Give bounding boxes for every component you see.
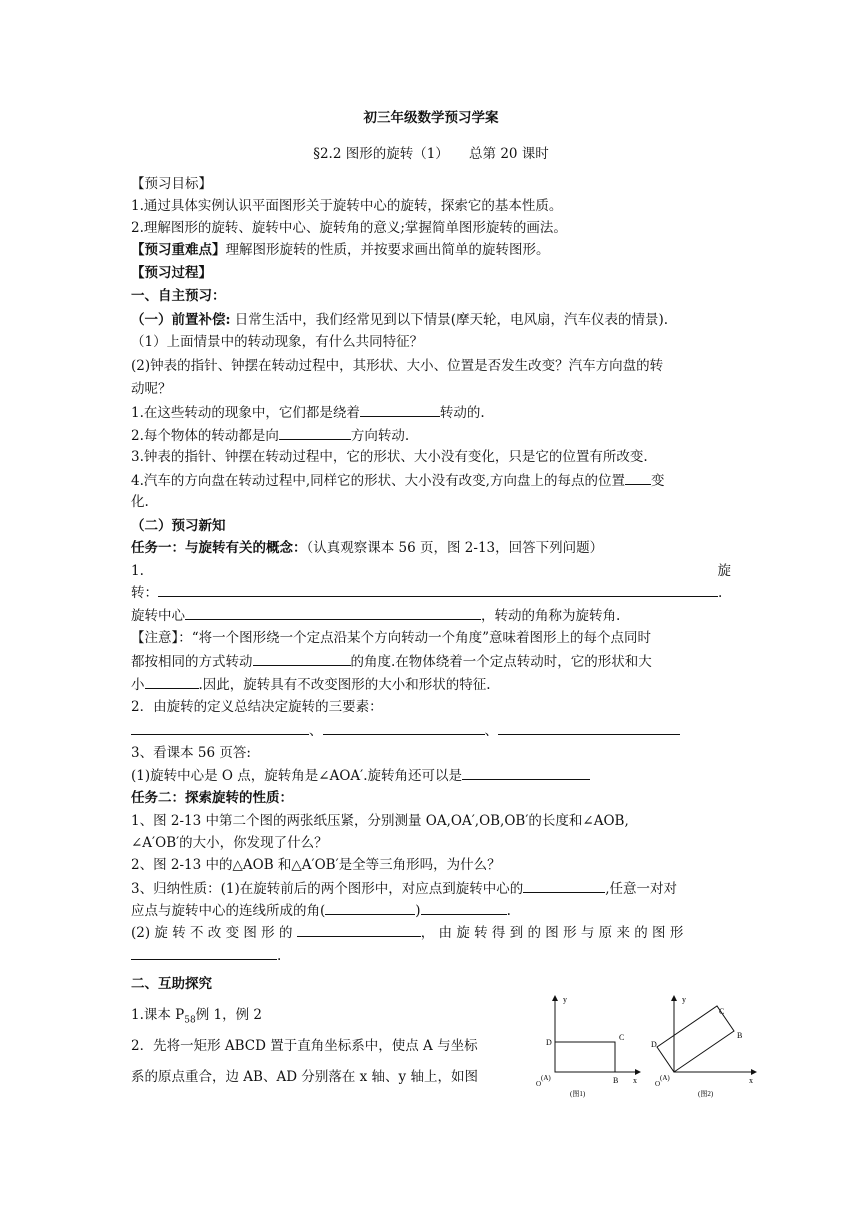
page-title: 初三年级数学预习学案 xyxy=(363,110,499,126)
property-3-blank-1[interactable] xyxy=(523,878,605,893)
answer-3: 3.钟表的指针、钟摆在转动过程中，它的形状、大小没有变化，只是它的位置有所改变. xyxy=(131,449,648,465)
property-3-line2: 应点与旋转中心的连线所成的角( ) . xyxy=(131,900,731,921)
rotation-angle-question: (1)旋转中心是 O 点，旋转角是∠AOA′.旋转角还可以是 xyxy=(131,765,731,786)
key-points-text: 理解图形旋转的性质，并按要求画出简单的旋转图形。 xyxy=(225,242,550,258)
origin-label: O xyxy=(536,1080,542,1088)
section1-heading: 一、自主预习： xyxy=(131,288,226,304)
rotation-center-definition: 旋转中心 ，转动的角称为旋转角. xyxy=(131,605,731,626)
point-d-label: D xyxy=(651,1040,657,1049)
answer-1-blank[interactable] xyxy=(360,402,440,417)
point-c-label: C xyxy=(619,1033,625,1042)
new-knowledge-heading: （二）预习新知 xyxy=(131,518,226,534)
task1-label: 任务一：与旋转有关的概念： xyxy=(131,540,307,556)
figure-2-caption: (图2) xyxy=(698,1090,714,1098)
prior-knowledge-line xyxy=(131,310,731,330)
problem-2-line2: 系的原点重合，边 AB、AD 分别落在 x 轴、y 轴上，如图 xyxy=(131,1069,478,1085)
element-blank-1[interactable] xyxy=(131,720,309,735)
figure-1 xyxy=(530,990,650,1102)
rotation-definition: 转： . xyxy=(131,582,731,603)
three-elements-blanks: 、 、 xyxy=(131,720,731,741)
note-line3: 小 .因此，旋转具有不改变图形的大小和形状的特征. xyxy=(131,674,731,695)
answer-1: 1.在这些转动的现象中，它们都是绕着 转动的. xyxy=(131,402,731,423)
origin-label: O xyxy=(655,1080,661,1088)
note-line1: 【注意】：“将一个图形绕一个定点沿某个方向转动一个角度”意味着图形上的每个点同时 xyxy=(131,630,652,646)
answer-2: 2.每个物体的转动都是向 方向转动. xyxy=(131,425,731,446)
three-elements-question: 2．由旋转的定义总结决定旋转的三要素： xyxy=(131,699,383,715)
answer-4: 4.汽车的方向盘在转动过程中,同样它的形状、大小没有改变,方向盘上的每点的位置 变 xyxy=(131,470,731,491)
point-c-label: C xyxy=(719,1007,725,1016)
y-axis-label: y xyxy=(682,995,686,1004)
note-blank-1[interactable] xyxy=(253,651,351,666)
property-4-blank-2[interactable] xyxy=(131,945,277,960)
note-line2: 都按相同的方式转动 的角度.在物体绕着一个定点转动时，它的形状和大 xyxy=(131,651,731,672)
figure-2 xyxy=(646,990,766,1102)
key-points xyxy=(131,240,731,260)
property-3-line1: 3、归纳性质：(1)在旋转前后的两个图形中，对应点到旋转中心的 ,任意一对对 xyxy=(131,878,731,899)
task1-line xyxy=(131,538,731,558)
goal-item: 2.理解图形的旋转、旋转中心、旋转角的意义;掌握简单图形旋转的画法。 xyxy=(131,220,567,236)
rotation-angle-blank[interactable] xyxy=(462,765,590,780)
element-blank-3[interactable] xyxy=(498,720,680,735)
property-4-blank-1[interactable] xyxy=(297,922,421,937)
y-axis-label: y xyxy=(563,995,567,1004)
goal-item: 1.通过具体实例认识平面图形关于旋转中心的旋转，探索它的基本性质。 xyxy=(131,198,563,214)
prior-knowledge-text: 日常生活中，我们经常见到以下情景(摩天轮，电风扇，汽车仪表的情景). xyxy=(230,312,669,328)
lesson-subtitle: §2.2 图形的旋转（1） 总第 20 课时 xyxy=(313,146,549,162)
task2-label: 任务二：探索旋转的性质： xyxy=(131,790,293,806)
point-b-label: B xyxy=(613,1076,619,1085)
property-1-line1: 1、图 2-13 中第二个图的两张纸压紧，分别测量 OA,OA′,OB,OB′的长度和∠AOB, xyxy=(131,813,629,829)
prior-knowledge-label: （一）前置补偿: xyxy=(131,312,231,328)
key-points-label: 【预习重难点】 xyxy=(131,242,226,258)
property-4-line2: . xyxy=(131,945,731,966)
property-1-line2: ∠A′OB′的大小，你发现了什么？ xyxy=(131,835,328,851)
answer-2-blank[interactable] xyxy=(279,425,351,440)
answer-4-blank[interactable] xyxy=(625,470,651,485)
x-axis-label: x xyxy=(633,1076,637,1085)
answer-4-line2: 化. xyxy=(131,494,149,510)
element-blank-2[interactable] xyxy=(323,720,485,735)
rotation-center-blank[interactable] xyxy=(185,605,481,620)
figure-1-caption: (图1) xyxy=(570,1090,586,1098)
point-a-label: (A) xyxy=(541,1074,551,1082)
property-3-blank-2[interactable] xyxy=(325,900,415,915)
goals-heading: 【预习目标】 xyxy=(131,176,212,192)
example-reference: 1.课本 $P_{58}$例 1，例 2 xyxy=(131,1007,262,1026)
task1-note: （认真观察课本 56 页，图 2-13，回答下列问题） xyxy=(306,540,604,556)
question-2-line1: (2)钟表的指针、钟摆在转动过程中，其形状、大小、位置是否发生改变？汽车方向盘的转 xyxy=(131,358,664,374)
question-1: （1）上面情景中的转动现象，有什么共同特征？ xyxy=(131,334,424,350)
rotation-definition-blank[interactable] xyxy=(158,582,718,597)
question-2-line2: 动呢？ xyxy=(131,381,172,397)
section2-heading: 二、互助探究 xyxy=(131,976,212,992)
property-4-line1: (2) 旋 转 不 改 变 图 形 的 ， 由 旋 转 得 到 的 图 形 与 原 来 的 图 形 xyxy=(131,922,731,943)
point-b-label: B xyxy=(737,1031,743,1040)
task1-item1: 1. 旋 xyxy=(131,563,731,579)
rectangle-abcd xyxy=(555,1042,615,1072)
property-3-blank-3[interactable] xyxy=(421,900,507,915)
textbook-question: 3、看课本 56 页答: xyxy=(131,745,251,761)
process-heading: 【预习过程】 xyxy=(131,265,212,281)
point-a-label: (A) xyxy=(660,1074,670,1082)
note-blank-2[interactable] xyxy=(145,674,199,689)
property-2: 2、图 2-13 中的△AOB 和△A′OB′是全等三角形吗，为什么？ xyxy=(131,857,501,873)
problem-2-line1: 2．先将一矩形 ABCD 置于直角坐标系中，使点 A 与坐标 xyxy=(131,1038,478,1054)
x-axis-label: x xyxy=(749,1076,753,1085)
point-d-label: D xyxy=(546,1038,552,1047)
